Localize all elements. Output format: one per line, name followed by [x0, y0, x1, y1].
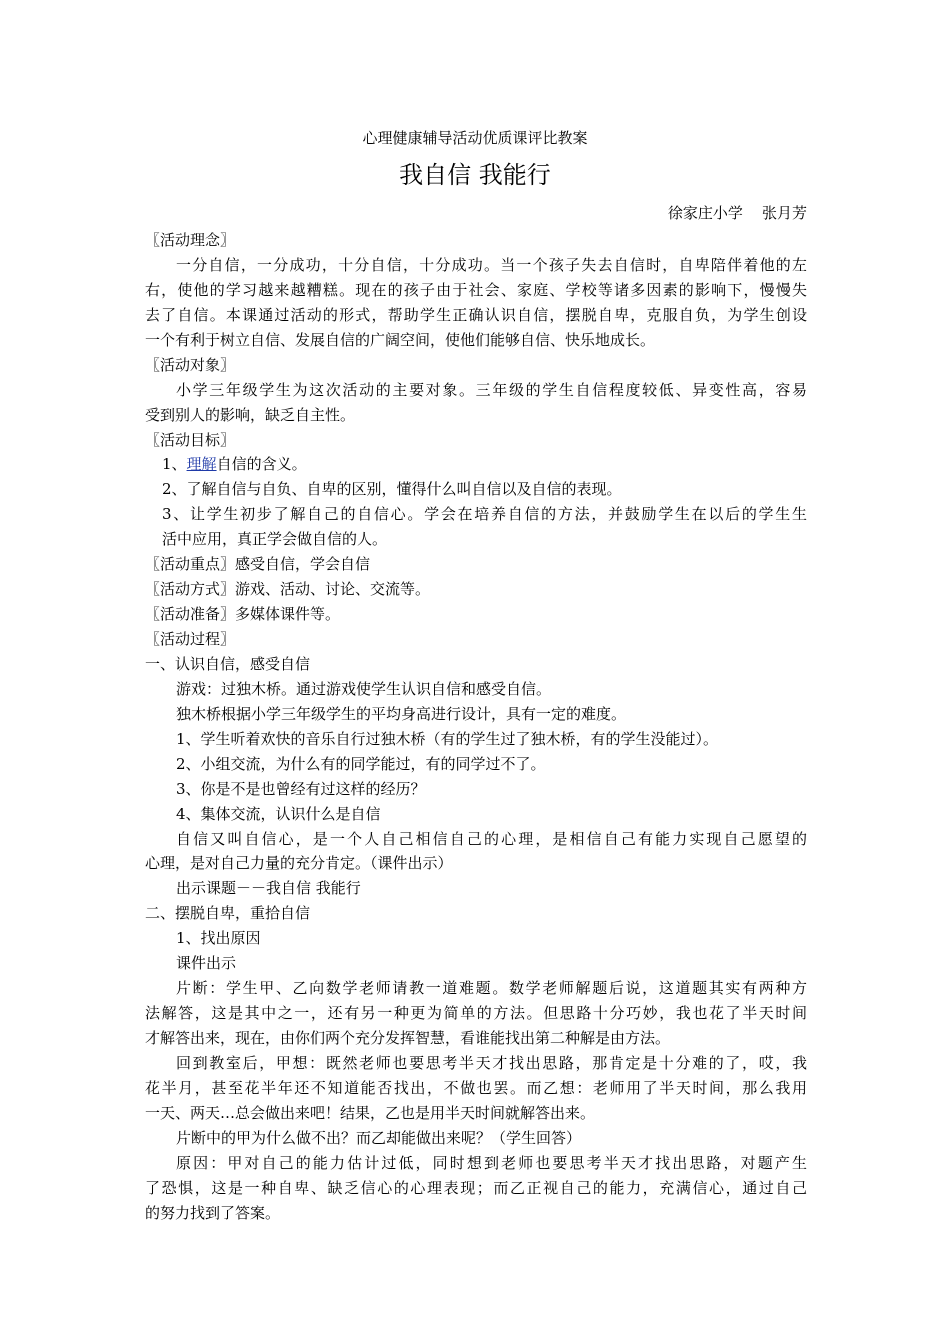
author-line: 徐家庄小学 张月芳 — [667, 204, 807, 222]
list-number: 1、 — [162, 455, 187, 474]
paragraph-line: 片断：学生甲、乙向数学老师请教一道难题。数学老师解题后说，这道题其实有两种方 — [176, 979, 807, 998]
list-item: 3、你是不是也曾经有过这样的经历？ — [176, 779, 426, 798]
hyperlink-understand[interactable]: 理解 — [186, 455, 217, 474]
list-item-continuation: 活中应用，真正学会做自信的人。 — [162, 530, 388, 549]
section-heading: 〖活动准备〗多媒体课件等。 — [145, 605, 341, 624]
paragraph-line: 小学三年级学生为这次活动的主要对象。三年级的学生自信程度较低、异变性高，容易 — [176, 380, 807, 399]
paragraph-line: 心理，是对自己力量的充分肯定。（课件出示） — [145, 854, 453, 873]
document-title: 我自信 我能行 — [399, 161, 551, 189]
paragraph-line: 片断中的甲为什么做不出？而乙却能做出来呢？（学生回答） — [176, 1128, 582, 1147]
paragraph-line: 课件出示 — [176, 954, 237, 973]
paragraph-line: 一分自信，一分成功，十分自信，十分成功。当一个孩子失去自信时，自卑陪伴着他的左 — [176, 255, 807, 274]
paragraph-line: 游戏：过独木桥。通过游戏使学生认识自信和感受自信。 — [176, 679, 552, 698]
part-heading: 二、摆脱自卑，重拾自信 — [145, 904, 311, 923]
paragraph-line: 一天、两天…总会做出来吧！结果，乙也是用半天时间就解答出来。 — [145, 1103, 596, 1122]
document-body — [145, 228, 807, 1226]
paragraph-line: 法解答，这是其中之一，还有另一种更为简单的方法。但思路十分巧妙，我也花了半天时间 — [145, 1004, 807, 1023]
paragraph-line: 自信又叫自信心，是一个人自己相信自己的心理，是相信自己有能力实现自己愿望的 — [176, 829, 807, 848]
document-subtitle: 心理健康辅导活动优质课评比教案 — [362, 129, 588, 147]
paragraph-line: 回到教室后，甲想：既然老师也要思考半天才找出思路，那肯定是十分难的了，哎，我 — [176, 1053, 807, 1072]
paragraph-line: 才解答出来，现在，由你们两个充分发挥智慧，看谁能找出第二种解是由方法。 — [145, 1029, 671, 1047]
paragraph-line: 一个有利于树立自信、发展自信的广阔空间，使他们能够自信、快乐地成长。 — [145, 330, 656, 349]
section-heading: 〖活动过程〗 — [145, 630, 236, 648]
part-heading: 一、认识自信，感受自信 — [145, 654, 311, 673]
section-heading: 〖活动方式〗游戏、活动、讨论、交流等。 — [145, 580, 431, 599]
paragraph-line: 出示课题－－我自信 我能行 — [176, 879, 361, 898]
section-heading: 〖活动理念〗 — [145, 231, 236, 249]
paragraph-line: 去了自信。本课通过活动的形式，帮助学生正确认识自信，摆脱自卑，克服自负，为学生创设 — [145, 305, 807, 324]
section-heading: 〖活动对象〗 — [145, 355, 236, 374]
list-text: 自信的含义。 — [216, 455, 307, 474]
paragraph-line: 的努力找到了答案。 — [145, 1203, 281, 1222]
paragraph-line: 右，使他的学习越来越糟糕。现在的孩子由于社会、家庭、学校等诸多因素的影响下，慢慢失 — [145, 280, 807, 299]
paragraph-line: 独木桥根据小学三年级学生的平均身高进行设计，具有一定的难度。 — [176, 704, 627, 723]
list-item — [145, 452, 807, 477]
list-item: 1、找出原因 — [176, 929, 261, 948]
list-item: 2、了解自信与自负、自卑的区别，懂得什么叫自信以及自信的表现。 — [162, 480, 622, 499]
paragraph-line: 受到别人的影响，缺乏自主性。 — [145, 405, 356, 424]
section-heading: 〖活动目标〗 — [145, 430, 236, 449]
paragraph-line: 花半月，甚至花半年还不知道能否找出，不做也罢。而乙想：老师用了半天时间，那么我用 — [145, 1078, 807, 1097]
list-item: 2、小组交流，为什么有的同学能过，有的同学过不了。 — [176, 754, 546, 773]
list-item: 3、让学生初步了解自己的自信心。学会在培养自信的方法，并鼓励学生在以后的学生生 — [162, 505, 807, 524]
paragraph-line: 了恐惧，这是一种自卑、缺乏信心的心理表现；而乙正视自己的能力，充满信心，通过自己 — [145, 1178, 807, 1197]
paragraph-line: 原因：甲对自己的能力估计过低，同时想到老师也要思考半天才找出思路，对题产生 — [176, 1153, 807, 1172]
section-heading: 〖活动重点〗感受自信，学会自信 — [145, 555, 371, 574]
list-item: 4、集体交流，认识什么是自信 — [176, 804, 381, 823]
list-item: 1、学生听着欢快的音乐自行过独木桥（有的学生过了独木桥，有的学生没能过）。 — [176, 729, 719, 748]
